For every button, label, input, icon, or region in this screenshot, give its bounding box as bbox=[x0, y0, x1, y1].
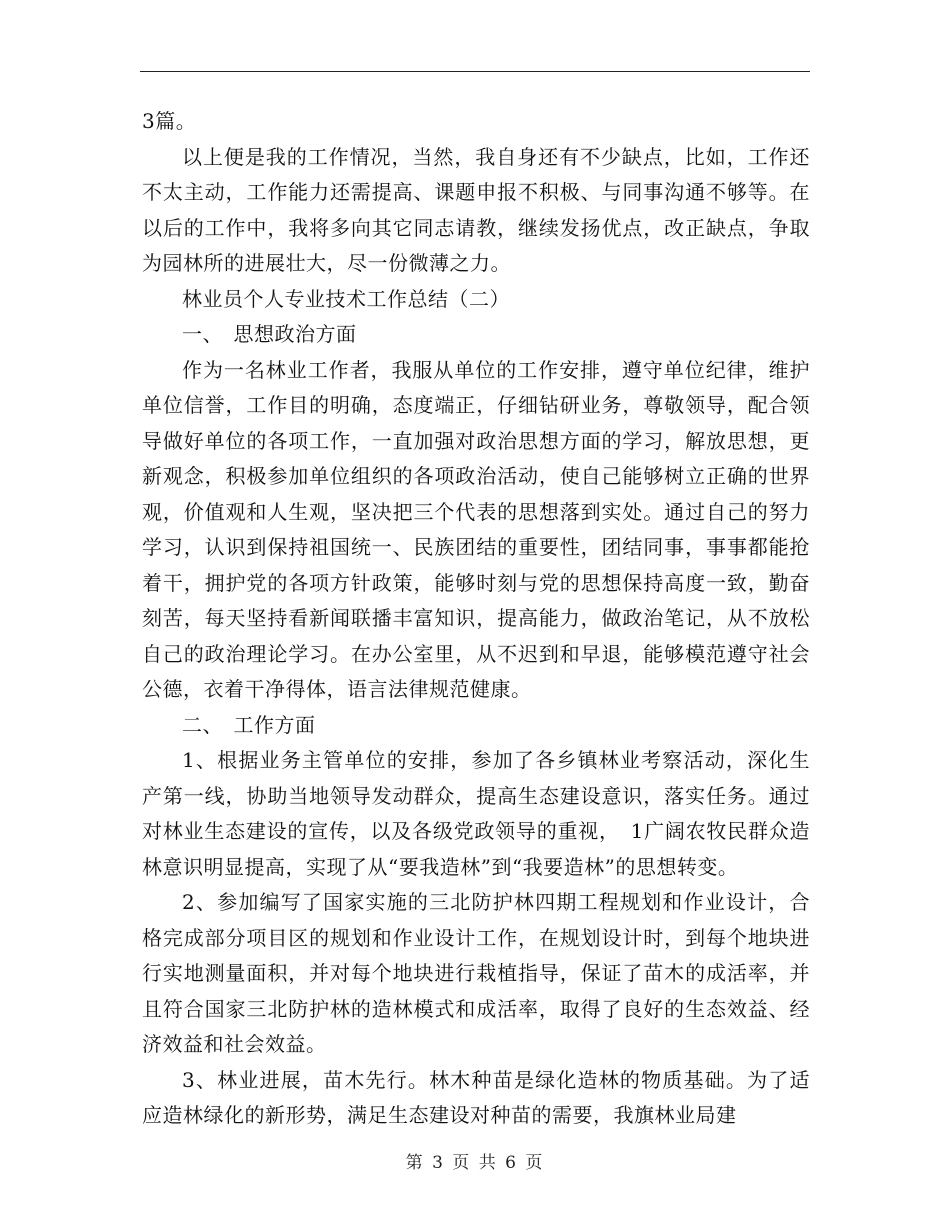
page-footer: 第 3 页 共 6 页 bbox=[405, 1153, 545, 1173]
paragraph-political: 作为一名林业工作者，我服从单位的工作安排，遵守单位纪律，维护单位信誉，工作目的明确，态度端正，仔细钻研业务，尊敬领导，配合领导做好单位的各项工作，一直加强对政治思想方面的学习，解放思想，更新观念，积极参加单位组织的各项政治活动，使自己能够树立正确的世界观，价值观和人生观，坚决把三个代表的思想落到实处。通过自己的努力学习，认识到保持祖国统一、民族团结的重要性，团结同事，事事都能抢着干，拥护党的各项方针政策，能够时刻与党的思想保持高度一致，勤奋刻苦，每天坚持看新闻联播丰富知识，提高能力，做政治笔记，从不放松自己的政治理论学习。在办公室里，从不迟到和早退，能够模范遵守社会公德，衣着干净得体，语言法律规范健康。 bbox=[142, 357, 810, 701]
header-rule bbox=[140, 71, 810, 72]
section-title: 林业员个人专业技术工作总结（二） bbox=[182, 286, 510, 311]
heading-work: 二、 工作方面 bbox=[182, 712, 316, 737]
paragraph-summary: 以上便是我的工作情况，当然，我自身还有不少缺点，比如，工作还不太主动，工作能力还需提高、课题申报不积极、与同事沟通不够等。在以后的工作中，我将多向其它同志请教，继续发扬优点，改正缺点，争取为园林所的进展壮大，尽一份微薄之力。 bbox=[142, 144, 810, 275]
paragraph-continuation: 3篇。 bbox=[142, 109, 197, 133]
heading-political: 一、 思想政治方面 bbox=[182, 322, 357, 346]
paragraph-work-2: 2、参加编写了国家实施的三北防护林四期工程规划和作业设计，合格完成部分项目区的规划和作业设计工作，在规划设计时，到每个地块进行实地测量面积，并对每个地块进行栽植指导，保证了苗木的成活率，并且符合国家三北防护林的造林模式和成活率，取得了良好的生态效益、经济效益和社会效益。 bbox=[142, 890, 810, 1056]
document-body bbox=[142, 104, 810, 1134]
paragraph-work-1: 1、根据业务主管单位的安排，参加了各乡镇林业考察活动，深化生产第一线，协助当地领导发动群众，提高生态建设意识，落实任务。通过对林业生态建设的宣传，以及各级党政领导的重视， 1广阔农牧民群众造林意识明显提高，实现了从“要我造林”到“我要造林”的思想转变。 bbox=[142, 748, 810, 879]
paragraph-work-3: 3、林业进展，苗木先行。林木种苗是绿化造林的物质基础。为了适应造林绿化的新形势，满足生态建设对种苗的需要，我旗林业局建 bbox=[142, 1067, 810, 1127]
